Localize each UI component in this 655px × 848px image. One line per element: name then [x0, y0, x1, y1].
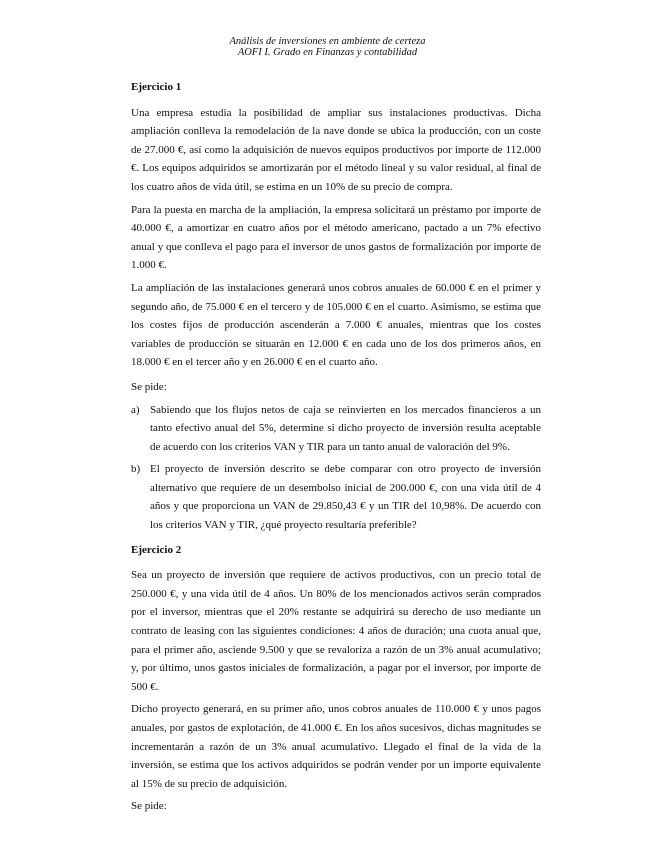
ejercicio-1-heading: Ejercicio 1	[131, 81, 182, 93]
header-line-1: Análisis de inversiones en ambiente de certeza	[229, 36, 426, 47]
ejercicio-2-heading: Ejercicio 2	[131, 543, 182, 556]
ejercicio-1-item-b	[131, 460, 541, 534]
header-line-2: AOFI I. Grado en Finanzas y contabilidad	[237, 47, 418, 58]
ejercicio-1-item-a	[131, 401, 541, 457]
ejercicio-2-se-pide: Se pide:	[131, 800, 167, 813]
document-body	[131, 78, 541, 820]
ejercicio-1-paragraph-2: Para la puesta en marcha de la ampliación, la empresa solicitará un préstamo por importe de 40.000 €, a amortizar en cuatro años por el método americano, pactado a un 7% efectivo anual y que conlleva el pago para el inversor de unos gastos de formalización por importe de 1.000 €.	[131, 203, 541, 272]
ejercicio-1-paragraph-3: La ampliación de las instalaciones generará unos cobros anuales de 60.000 € en el primer y segundo año, de 75.000 € en el tercero y de 105.000 € en el cuarto. Asimismo, se estima que los costes fijos de producción ascenderán a 7.000 € anuales, mientras que los costes variables de producción se situarán en 12.000 € en cada uno de los dos primeros años, en 18.000 € en el tercer año y en 26.000 € en el cuarto año.	[131, 281, 541, 369]
ejercicio-1-paragraph-1: Una empresa estudia la posibilidad de ampliar sus instalaciones productivas. Dicha ampliación conlleva la remodelación de la nave donde se ubica la producción, con un coste de 27.000 €, así como la adquisición de nuevos equipos productivos por importe de 112.000 €. Los equipos adquiridos se amortizarán por el método lineal y su valor residual, al final de los cuatro años de vida útil, se estima en un 10% de su precio de compra.	[131, 106, 541, 193]
ejercicio-2-paragraph-1: Sea un proyecto de inversión que requiere de activos productivos, con un precio total de 250.000 €, y una vida útil de 4 años. Un 80% de los mencionados activos serán comprados por el inversor, mientras que el 20% restante se adquirirá su derecho de uso mediante un contrato de leasing con las siguientes condiciones: 4 años de duración; una cuota anual que, para el primer año, asciende 9.500 y que se revaloriza a razón de un 3% anual acumulativo; y, por último, unos gastos iniciales de formalización, a pagar por el inversor, por importe de 500 €.	[131, 569, 541, 693]
item-label: b)	[131, 463, 141, 476]
page-header	[0, 36, 655, 58]
item-label: a)	[131, 403, 140, 416]
item-text: Sabiendo que los flujos netos de caja se reinvierten en los mercados financieros a un tanto efectivo anual del 5%, determine si dicho proyecto de inversión resulta aceptable de acuerdo con los criterios VAN y TIR para un tanto anual de valoración del 9%.	[150, 403, 541, 453]
item-text: El proyecto de inversión descrito se debe comparar con otro proyecto de inversión alternativo que requiere de un desembolso inicial de 200.000 €, con una vida útil de 4 años y que proporciona un VAN de 29.850,43 € y un TIR del 10,98%. De acuerdo con los criterios VAN y TIR, ¿qué proyecto resultaría preferible?	[150, 463, 541, 532]
ejercicio-1-se-pide: Se pide:	[131, 380, 167, 393]
ejercicio-2-paragraph-2: Dicho proyecto generará, en su primer año, unos cobros anuales de 110.000 € y unos pagos anuales, por gastos de explotación, de 41.000 €. En los años sucesivos, dichas magnitudes se incrementarán a razón de un 3% anual acumulativo. Llegado el final de la vida de la inversión, se estima que los activos adquiridos se podrán vender por un importe equivalente al 15% de su precio de adquisición.	[131, 703, 541, 790]
